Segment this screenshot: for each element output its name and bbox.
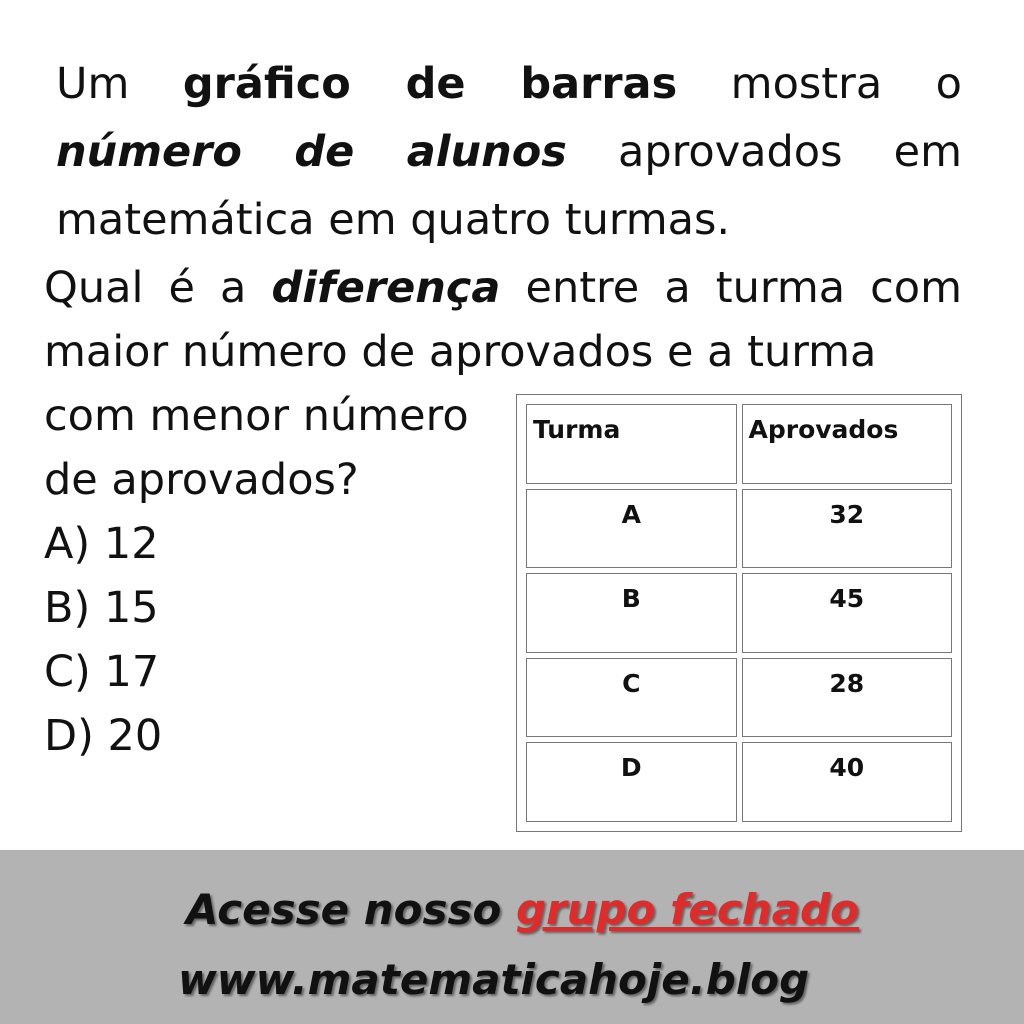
text-fragment: Qual é a [44, 263, 272, 313]
header-turma: Turma [526, 404, 737, 484]
option-b[interactable]: B) 15 [44, 583, 159, 633]
group-link[interactable]: grupo fechado [515, 885, 859, 934]
table-row [526, 658, 952, 738]
bold-phrase: gráfico de barras [182, 59, 678, 109]
bold-italic-phrase: diferença [271, 263, 501, 313]
cell-turma: B [526, 573, 737, 653]
cell-turma: C [526, 658, 737, 738]
text-fragment: Um [56, 59, 183, 109]
website-url[interactable]: www.matematicahoje.blog [178, 955, 810, 1004]
table-row [526, 573, 952, 653]
table-row [526, 489, 952, 569]
question-paragraph-2-end: com menor número de aprovados? [44, 391, 469, 505]
cell-turma: D [526, 742, 737, 822]
text-fragment: entre a turma com maior número de aprovados e a turma [44, 263, 962, 377]
question-paragraph-1 [56, 50, 962, 254]
cell-aprovados: 32 [742, 489, 953, 569]
text-fragment: aprovados em matemática em quatro turmas. [56, 127, 962, 245]
cell-aprovados: 45 [742, 573, 953, 653]
question-paragraph-2 [44, 256, 962, 384]
bold-italic-phrase: número de alunos [56, 127, 567, 177]
option-c[interactable]: C) 17 [44, 647, 160, 697]
option-d[interactable]: D) 20 [44, 711, 163, 761]
header-aprovados: Aprovados [742, 404, 953, 484]
footer-banner [0, 850, 1024, 1024]
footer-prefix: Acesse nosso [186, 885, 516, 934]
cell-aprovados: 28 [742, 658, 953, 738]
table-row [526, 742, 952, 822]
data-table [516, 394, 962, 832]
answer-options [44, 512, 162, 768]
text-fragment: mostra o [677, 59, 962, 109]
footer-line-1 [186, 885, 859, 934]
cell-aprovados: 40 [742, 742, 953, 822]
table-header-row [526, 404, 952, 484]
cell-turma: A [526, 489, 737, 569]
option-a[interactable]: A) 12 [44, 519, 159, 569]
